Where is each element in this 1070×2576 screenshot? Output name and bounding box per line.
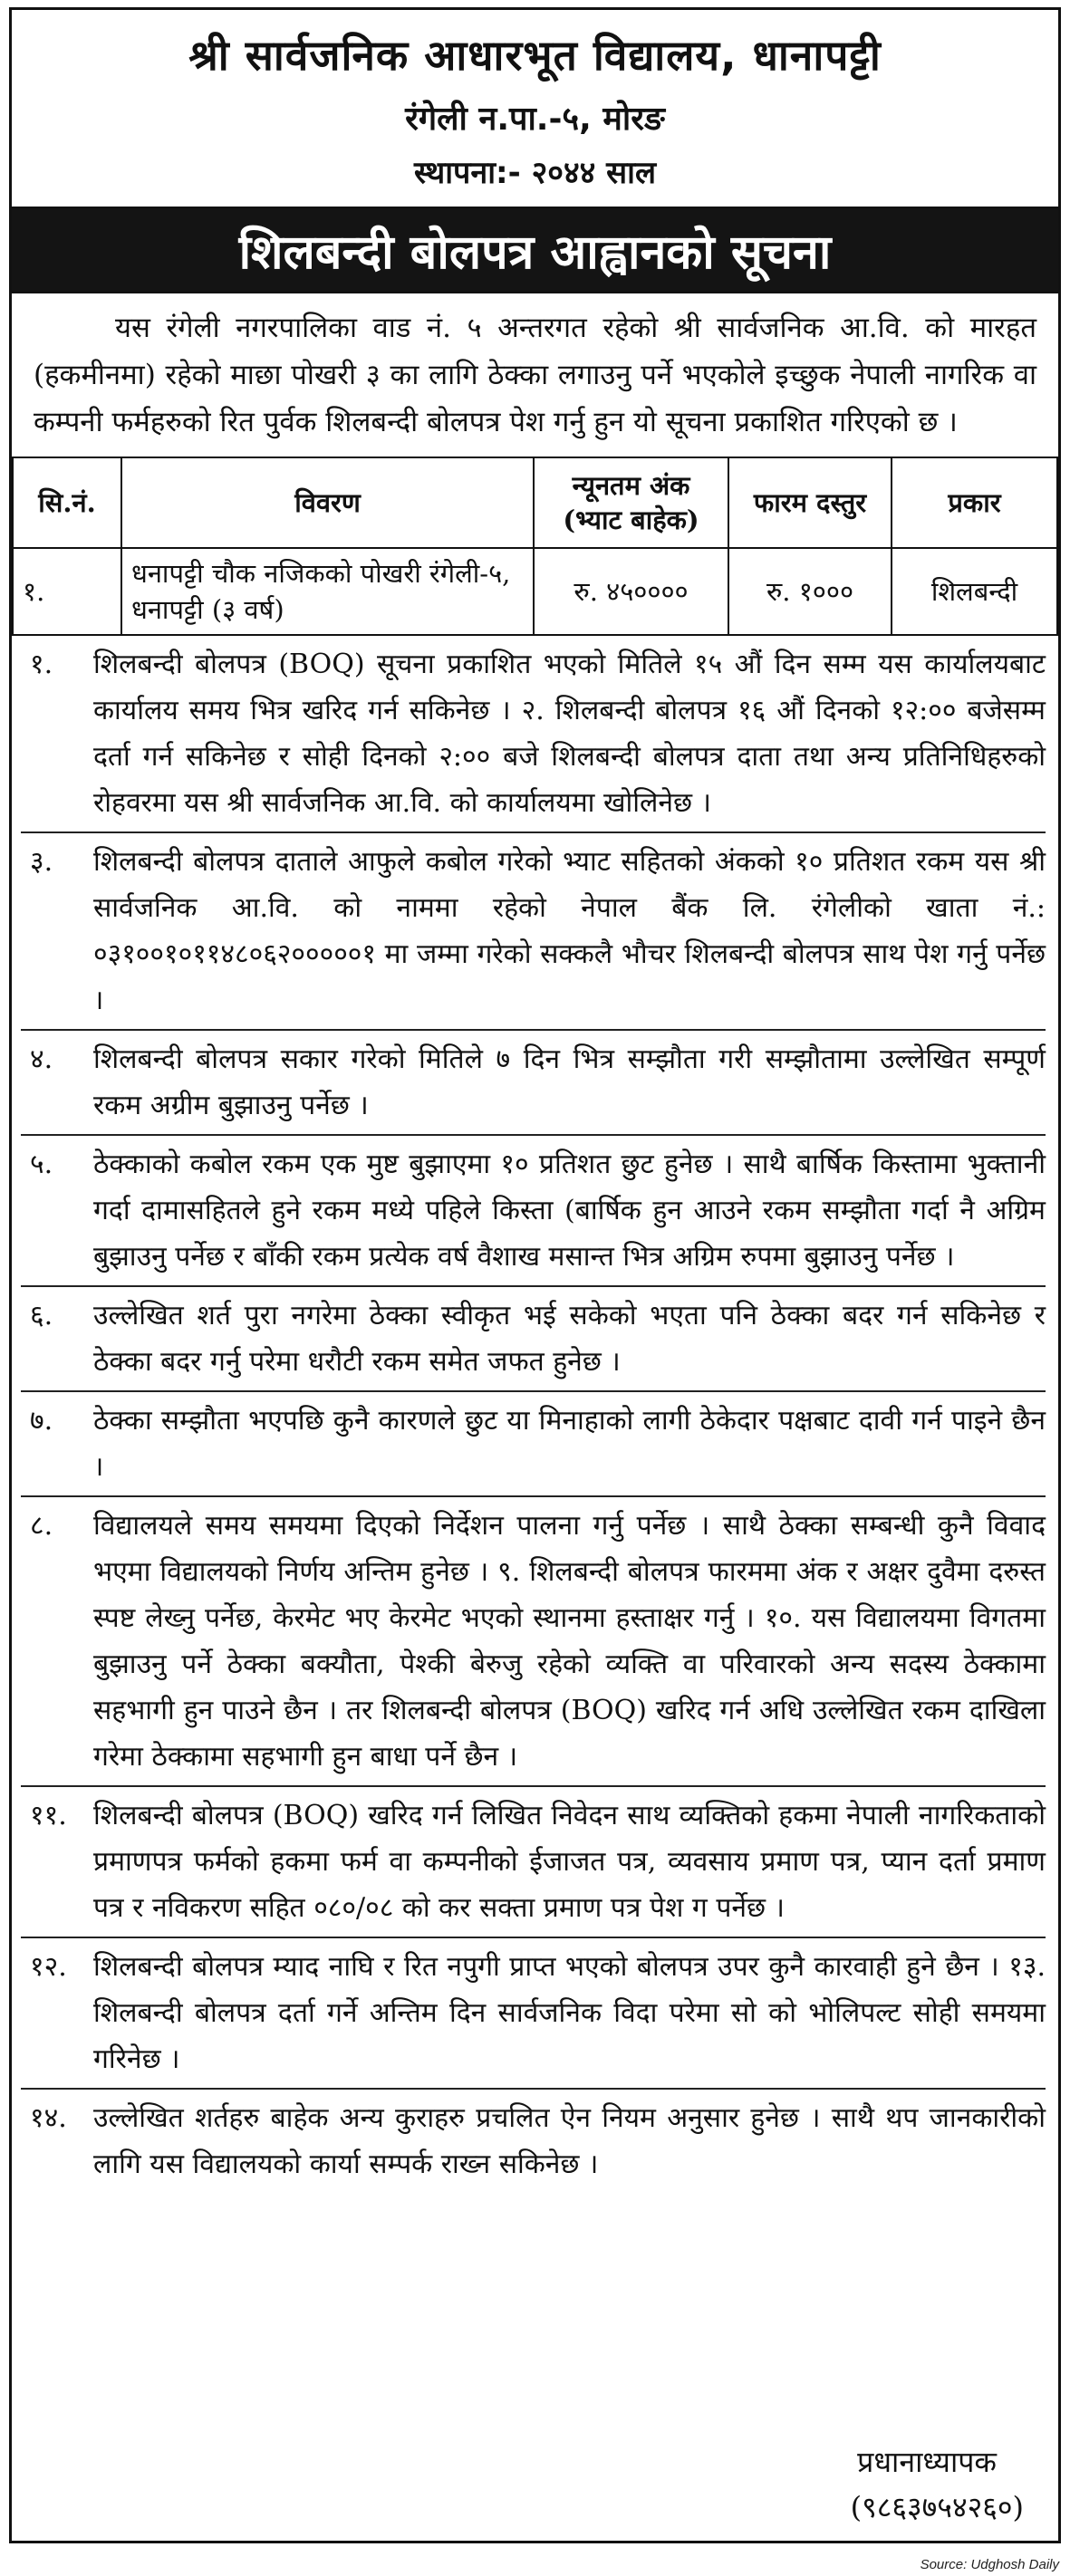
col-header-form-fee: फारम दस्तुर xyxy=(728,457,892,548)
school-name: श्री सार्वजनिक आधारभूत विद्यालय, धानापट्टी xyxy=(188,31,882,80)
term-number: १. xyxy=(30,649,53,680)
term-text: शिलबन्दी बोलपत्र (BOQ) सूचना प्रकाशित भएको मितिले १५ औं दिन सम्म यस कार्यालयबाट कार्यालय समय भित्र खरिद गर्न सकिनेछ । २. शिलबन्दी बोलपत्र १६ औं दिनको १२:०० बजेसम्म दर्ता गर्न सकिनेछ र सोही दिनको २:०० बजे शिलबन्दी बोलपत्र दाता तथा अन्य प्रतिनिधिहरुको रोहवरमा यस श्री सार्वजनिक आ.वि. को कार्यालयमा खोलिनेछ । xyxy=(93,649,1046,819)
signatory-phone: (९८६३७५४२६०) xyxy=(850,2490,1024,2524)
term-text: उल्लेखित शर्तहरु बाहेक अन्य कुराहरु प्रचलित ऐन नियम अनुसार हुनेछ । साथै थप जानकारीको लागि यस विद्यालयको कार्या सम्पर्क राख्न सकिनेछ । xyxy=(93,2102,1046,2180)
col-header-description: विवरण xyxy=(121,457,534,548)
terms-list xyxy=(12,636,1058,2193)
col-header-type: प्रकार xyxy=(892,457,1057,548)
term-text: ठेक्का सम्झौता भएपछि कुनै कारणले छुट या मिनाहाको लागी ठेकेदार पक्षबाट दावी गर्न पाइने छैन । xyxy=(93,1405,1046,1483)
tender-table xyxy=(12,457,1058,636)
term-number: ६. xyxy=(30,1300,53,1331)
term-number: १२. xyxy=(30,1951,67,1983)
term-item xyxy=(21,1392,1046,1497)
term-text: शिलबन्दी बोलपत्र म्याद नाघि र रित नपुगी प्राप्त भएको बोलपत्र उपर कुनै कारवाही हुने छैन । १३. शिलबन्दी बोलपत्र दर्ता गर्ने अन्तिम दिन सार्वजनिक विदा परेमा सो को भोलिपल्ट सोही समयमा गरिनेछ । xyxy=(93,1951,1046,2075)
cell-description: धनापट्टी चौक नजिकको पोखरी रंगेली-५, धनापट्टी (३ वर्ष) xyxy=(121,548,534,635)
term-number: ३. xyxy=(30,846,53,878)
col-header-min-amount: न्यूनतम अंक (भ्याट बाहेक) xyxy=(534,457,728,548)
term-text: शिलबन्दी बोलपत्र (BOQ) खरिद गर्न लिखित निवेदन साथ व्यक्तिको हकमा नेपाली नागरिकताको प्रमाणपत्र फर्मको हकमा फर्म वा कम्पनीको ईजाजत पत्र, व्यवसाय प्रमाण पत्र, प्यान दर्ता प्रमाण पत्र र नविकरण सहित ०८०/०८ को कर सक्ता प्रमाण पत्र पेश ग पर्नेछ । xyxy=(93,1800,1046,1924)
term-item xyxy=(21,1787,1046,1938)
term-item xyxy=(21,833,1046,1031)
term-item xyxy=(21,2090,1046,2193)
intro-paragraph: यस रंगेली नगरपालिका वाड नं. ५ अन्तरगत रहेको श्री सार्वजनिक आ.वि. को मारहत (हकमीनमा) रहेको माछा पोखरी ३ का लागि ठेक्का लगाउनु पर्ने भएकोले इच्छुक नेपाली नागरिक वा कम्पनी फर्महरुको रित पुर्वक शिलबन्दी बोलपत्र पेश गर्नु हुन यो सूचना प्रकाशित गरिएको छ । xyxy=(34,312,1036,438)
term-text: ठेक्काको कबोल रकम एक मुष्ट बुझाएमा १० प्रतिशत छुट हुनेछ । साथै बार्षिक किस्तामा भुक्तानी गर्दा दामासहितले हुने रकम मध्ये पहिले किस्ता (बार्षिक हुन आउने रकम सम्झौता गर्दा नै अग्रिम बुझाउनु पर्नेछ र बाँकी रकम प्रत्येक वर्ष वैशाख मसान्त भित्र अग्रिम रुपमा बुझाउनु पर्नेछ । xyxy=(93,1149,1046,1273)
term-text: शिलबन्दी बोलपत्र दाताले आफुले कबोल गरेको भ्याट सहितको अंकको १० प्रतिशत रकम यस श्री सार्वजनिक आ.वि. को नाममा रहेको नेपाल बैंक लि. रंगेलीको खाता नं.: ०३१००१०११४८०६२०००००१ मा जम्मा गरेको सक्कलै भौचर शिलबन्दी बोलपत्र साथ पेश गर्नु पर्नेछ । xyxy=(93,846,1046,1016)
term-item xyxy=(21,1287,1046,1392)
term-number: ७. xyxy=(30,1405,53,1437)
table-row xyxy=(13,548,1057,635)
school-address: रंगेली न.पा.-५, मोरङ xyxy=(405,101,665,138)
notice-title: शिलबन्दी बोलपत्र आह्वानको सूचना xyxy=(12,207,1058,293)
term-number: ८. xyxy=(30,1510,53,1542)
cell-form-fee: रु. १००० xyxy=(728,548,892,635)
signature-block xyxy=(851,2439,1024,2530)
established-year: स्थापना:- २०४४ साल xyxy=(413,155,656,191)
term-text: विद्यालयले समय समयमा दिएको निर्देशन पालना गर्नु पर्नेछ । साथै ठेक्का सम्बन्धी कुनै विवाद भएमा विद्यालयको निर्णय अन्तिम हुनेछ । ९. शिलबन्दी बोलपत्र फारममा अंक र अक्षर दुवैमा दरुस्त स्पष्ट लेख्नु पर्नेछ, केरमेट भए केरमेट भएको स्थानमा हस्ताक्षर गर्नु । १०. यस विद्यालयमा विगतमा बुझाउनु पर्ने ठेक्का बक्यौता, पेश्की बेरुजु रहेको व्यक्ति वा परिवारको अन्य सदस्य ठेक्कामा सहभागी हुन पाउने छैन । तर शिलबन्दी बोलपत्र (BOQ) खरिद गर्न अधि उल्लेखित रकम दाखिला गरेमा ठेक्कामा सहभागी हुन बाधा पर्ने छैन । xyxy=(93,1510,1046,1773)
cell-min-amount: रु. ४५०००० xyxy=(534,548,728,635)
col-header-serial: सि.नं. xyxy=(13,457,121,548)
cell-serial: १. xyxy=(13,548,121,635)
term-text: उल्लेखित शर्त पुरा नगरेमा ठेक्का स्वीकृत भई सकेको भएता पनि ठेक्का बदर गर्न सकिनेछ र ठेक्का बदर गर्नु परेमा धरौटी रकम समेत जफत हुनेछ । xyxy=(93,1300,1046,1378)
term-number: ५. xyxy=(30,1149,53,1180)
term-number: १४. xyxy=(30,2102,67,2134)
term-item xyxy=(21,636,1046,833)
term-text: शिलबन्दी बोलपत्र सकार गरेको मितिले ७ दिन भित्र सम्झौता गरी सम्झौतामा उल्लेखित सम्पूर्ण रकम अग्रीम बुझाउनु पर्नेछ । xyxy=(93,1043,1046,1121)
term-number: ११. xyxy=(30,1800,67,1831)
signatory-title: प्रधानाध्यापक xyxy=(857,2445,997,2479)
notice-frame xyxy=(9,7,1061,2543)
notice-header xyxy=(12,26,1058,192)
term-item xyxy=(21,1497,1046,1787)
cell-type: शिलबन्दी xyxy=(892,548,1057,635)
term-item xyxy=(21,1938,1046,2090)
term-number: ४. xyxy=(30,1043,53,1075)
term-item xyxy=(21,1136,1046,1287)
source-credit: Source: Udghosh Daily xyxy=(920,2557,1059,2572)
term-item xyxy=(21,1031,1046,1136)
table-header-row xyxy=(13,457,1057,548)
